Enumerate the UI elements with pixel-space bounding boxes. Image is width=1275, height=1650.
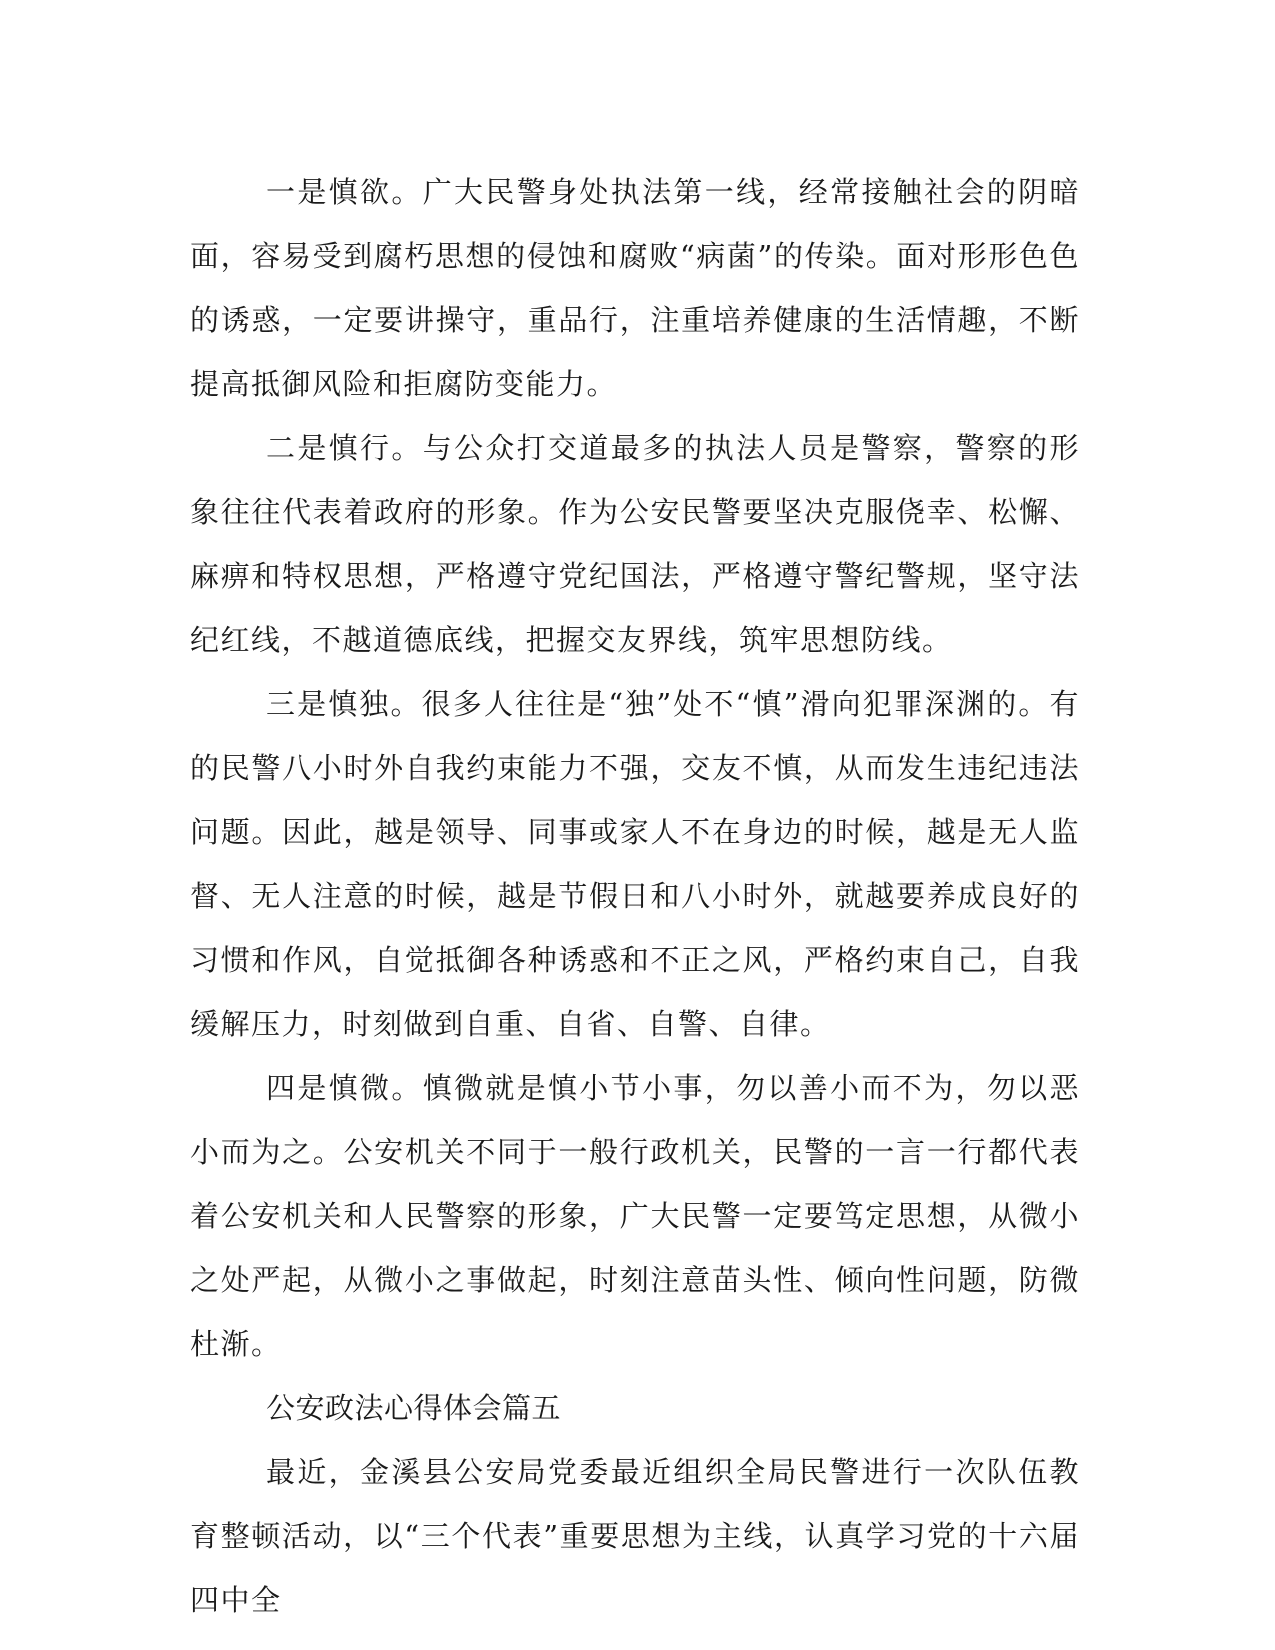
paragraph-shenyu: 一是慎欲。广大民警身处执法第一线，经常接触社会的阴暗面，容易受到腐朽思想的侵蚀和腐败“病菌”的传染。面对形形色色的诱惑，一定要讲操守，重品行，注重培养健康的生活情趣，不断提高抵御风险和拒腐防变能力。: [190, 175, 1080, 401]
paragraph-closing: 最近，金溪县公安局党委最近组织全局民警进行一次队伍教育整顿活动，以“三个代表”重要思想为主线，认真学习党的十六届四中全: [190, 1455, 1080, 1617]
paragraph-shenwei: 四是慎微。慎微就是慎小节小事，勿以善小而不为，勿以恶小而为之。公安机关不同于一般行政机关，民警的一言一行都代表着公安机关和人民警察的形象，广大民警一定要笃定思想，从微小之处严起，从微小之事做起，时刻注意苗头性、倾向性问题，防微杜渐。: [190, 1071, 1080, 1361]
paragraph-shenxing: 二是慎行。与公众打交道最多的执法人员是警察，警察的形象往往代表着政府的形象。作为公安民警要坚决克服侥幸、松懈、麻痹和特权思想，严格遵守党纪国法，严格遵守警纪警规，坚守法纪红线，不越道德底线，把握交友界线，筑牢思想防线。: [190, 431, 1080, 657]
section-heading: 公安政法心得体会篇五: [266, 1391, 562, 1425]
document-body: [190, 160, 1080, 1632]
paragraph-shendu: 三是慎独。很多人往往是“独”处不“慎”滑向犯罪深渊的。有的民警八小时外自我约束能力不强，交友不慎，从而发生违纪违法问题。因此，越是领导、同事或家人不在身边的时候，越是无人监督、无人注意的时候，越是节假日和八小时外，就越要养成良好的习惯和作风，自觉抵御各种诱惑和不正之风，严格约束自己，自我缓解压力，时刻做到自重、自省、自警、自律。: [190, 687, 1080, 1041]
